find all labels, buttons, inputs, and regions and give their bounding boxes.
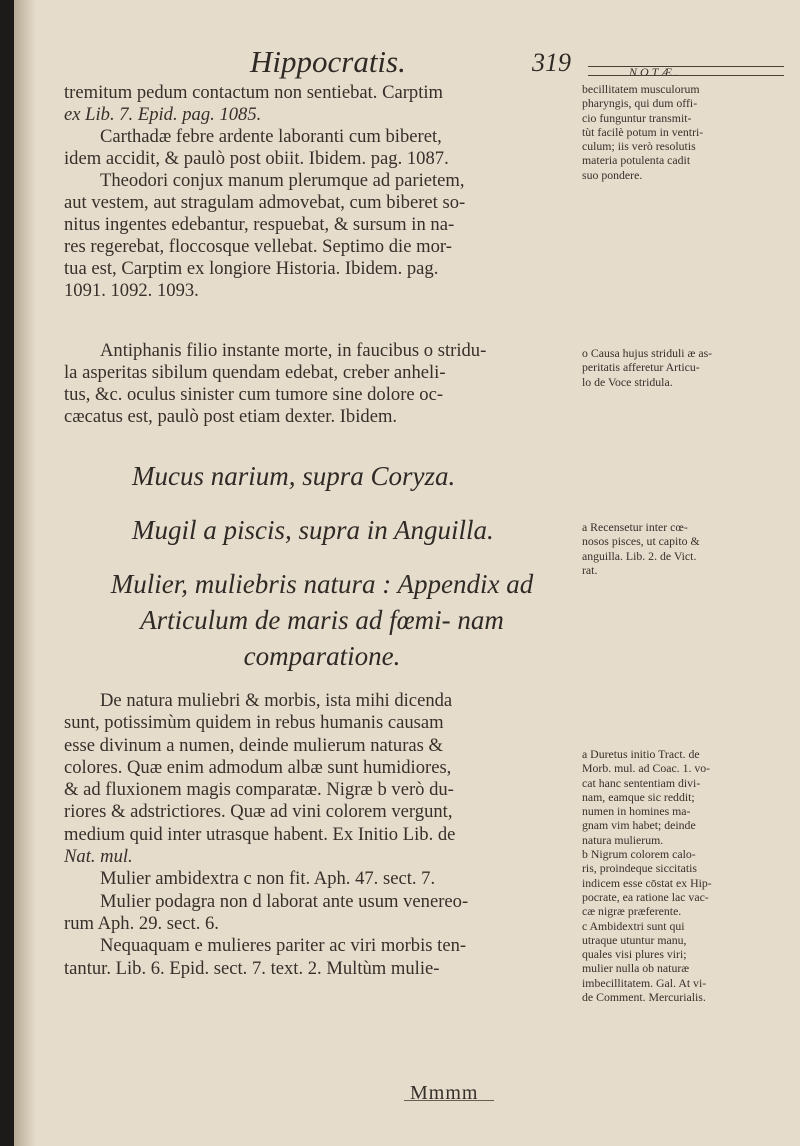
note-line: nam, eamque sic reddit;: [582, 789, 695, 804]
text-line: & ad fluxionem magis comparatæ. Nigræ b verò du-: [64, 779, 454, 801]
notes-rule: [588, 75, 784, 76]
section-title-mugil: Mugil a piscis, supra in Anguilla.: [132, 515, 494, 545]
note-line: imbecillitatem. Gal. At vi-: [582, 975, 707, 990]
section-title-mucus: Mucus narium, supra Coryza.: [132, 461, 456, 491]
text-line: medium quid inter utrasque habent. Ex Initio Lib. de: [64, 823, 456, 845]
text-line: Theodori conjux manum plerumque ad parietem,: [100, 170, 465, 191]
note-line: materia potulenta cadit: [582, 153, 691, 168]
text-line: Carthadæ febre ardente laboranti cum biberet,: [100, 126, 442, 147]
note-line: rat.: [582, 562, 598, 577]
text-line: tremitum pedum contactum non sentiebat. Carptim: [64, 82, 444, 103]
text-line: tus, &c. oculus sinister cum tumore sine dolore oc-: [64, 384, 444, 405]
note-line: indicem esse cōstat ex Hip-: [582, 875, 712, 890]
text-line: Antiphanis filio instante morte, in faucibus o stridu-: [100, 340, 487, 361]
note-line: lo de Voce stridula.: [582, 374, 673, 389]
note-line: natura mulierum.: [582, 832, 664, 847]
margin-note-3: [582, 520, 792, 577]
text-line: tua est, Carptim ex longiore Historia. Ibidem. pag.: [64, 258, 439, 279]
margin-note-2: [582, 346, 792, 389]
note-line: tùt facilè potum in ventri-: [582, 124, 704, 139]
text-line: tantur. Lib. 6. Epid. sect. 7. text. 2. Multùm mulie-: [64, 957, 440, 979]
note-line: mulier nulla ob naturæ: [582, 961, 690, 976]
main-text-block-1: [64, 82, 569, 302]
text-line: ex Lib. 7. Epid. pag. 1085.: [64, 104, 262, 125]
text-line: la asperitas sibilum quendam edebat, creber anheli-: [64, 362, 446, 383]
note-line: numen in homines ma-: [582, 804, 691, 819]
notes-rule: [588, 66, 784, 67]
text-line: Mulier ambidextra c non fit. Aph. 47. sect. 7.: [100, 868, 436, 890]
note-line: cæ nigræ præferente.: [582, 904, 682, 919]
note-line: c Ambidextri sunt qui: [582, 918, 685, 933]
margin-note-1: [582, 82, 792, 182]
text-line: Nat. mul.: [64, 846, 133, 868]
text-line: riores & adstrictiores. Quæ ad vini colorem vergunt,: [64, 801, 453, 823]
page-number: 319: [532, 48, 571, 77]
note-line: cio funguntur transmit-: [582, 110, 692, 125]
note-line: b Nigrum colorem calo-: [582, 847, 696, 862]
note-line: becillitatem musculorum: [582, 82, 700, 96]
note-line: de Comment. Mercurialis.: [582, 990, 706, 1005]
text-line: sunt, potissimùm quidem in rebus humanis causam: [64, 712, 444, 734]
page-header: [14, 42, 800, 82]
text-line: res regerebat, floccosque vellebat. Septimo die mor-: [64, 236, 452, 257]
text-line: colores. Quæ enim admodum albæ sunt humidiores,: [64, 756, 452, 778]
note-line: a Recensetur inter cœ-: [582, 520, 688, 534]
book-page: [14, 0, 800, 1146]
margin-note-4: [582, 747, 792, 1004]
main-text-block-2: [64, 340, 569, 428]
note-line: culum; iis verò resolutis: [582, 139, 696, 154]
note-line: o Causa hujus striduli æ as-: [582, 346, 713, 360]
note-line: anguilla. Lib. 2. de Vict.: [582, 548, 697, 563]
text-line: idem accidit, & paulò post obiit. Ibidem. pag. 1087.: [64, 148, 449, 169]
note-line: utraque utuntur manu,: [582, 932, 687, 947]
note-line: nosos pisces, ut capito &: [582, 534, 700, 549]
text-line: nitus ingentes edebantur, respuebat, & sursum in na-: [64, 214, 455, 235]
text-line: De natura muliebri & morbis, ista mihi dicenda: [100, 690, 453, 711]
note-line: quales visi plures viri;: [582, 947, 687, 962]
note-line: peritatis afferetur Articu-: [582, 360, 700, 375]
note-line: a Duretus initio Tract. de: [582, 747, 700, 761]
text-line: cæcatus est, paulò post etiam dexter. Ibidem.: [64, 406, 398, 427]
section-title-mulier: Mulier, muliebris natura : Appendix ad Articulum de maris ad fœmi- nam comparatione.: [110, 569, 534, 671]
text-line: rum Aph. 29. sect. 6.: [64, 912, 219, 934]
text-line: Nequaquam e mulieres pariter ac viri morbis ten-: [100, 935, 467, 957]
main-text-block-3: [64, 690, 569, 980]
note-line: gnam vim habet; deinde: [582, 818, 696, 833]
note-line: pharyngis, qui dum offi-: [582, 96, 698, 111]
signature-mark: Mmmm: [410, 1082, 479, 1104]
note-line: pocrate, ea ratione lac vac-: [582, 889, 709, 904]
page-gutter: [14, 0, 36, 1146]
notes-heading: NOTÆ.: [629, 65, 682, 79]
note-line: Morb. mul. ad Coac. 1. vo-: [582, 761, 711, 776]
note-line: cat hanc sententiam divi-: [582, 775, 701, 790]
text-line: aut vestem, aut stragulam admovebat, cum biberet so-: [64, 192, 466, 213]
text-line: esse divinum a numen, deinde mulierum naturas &: [64, 734, 444, 756]
running-head: Hippocratis.: [250, 44, 406, 79]
text-line: 1091. 1092. 1093.: [64, 280, 199, 301]
note-line: ris, proindeque siccitatis: [582, 861, 697, 876]
text-line: Mulier podagra non d laborat ante usum venereo-: [100, 890, 469, 912]
note-line: suo pondere.: [582, 167, 643, 182]
